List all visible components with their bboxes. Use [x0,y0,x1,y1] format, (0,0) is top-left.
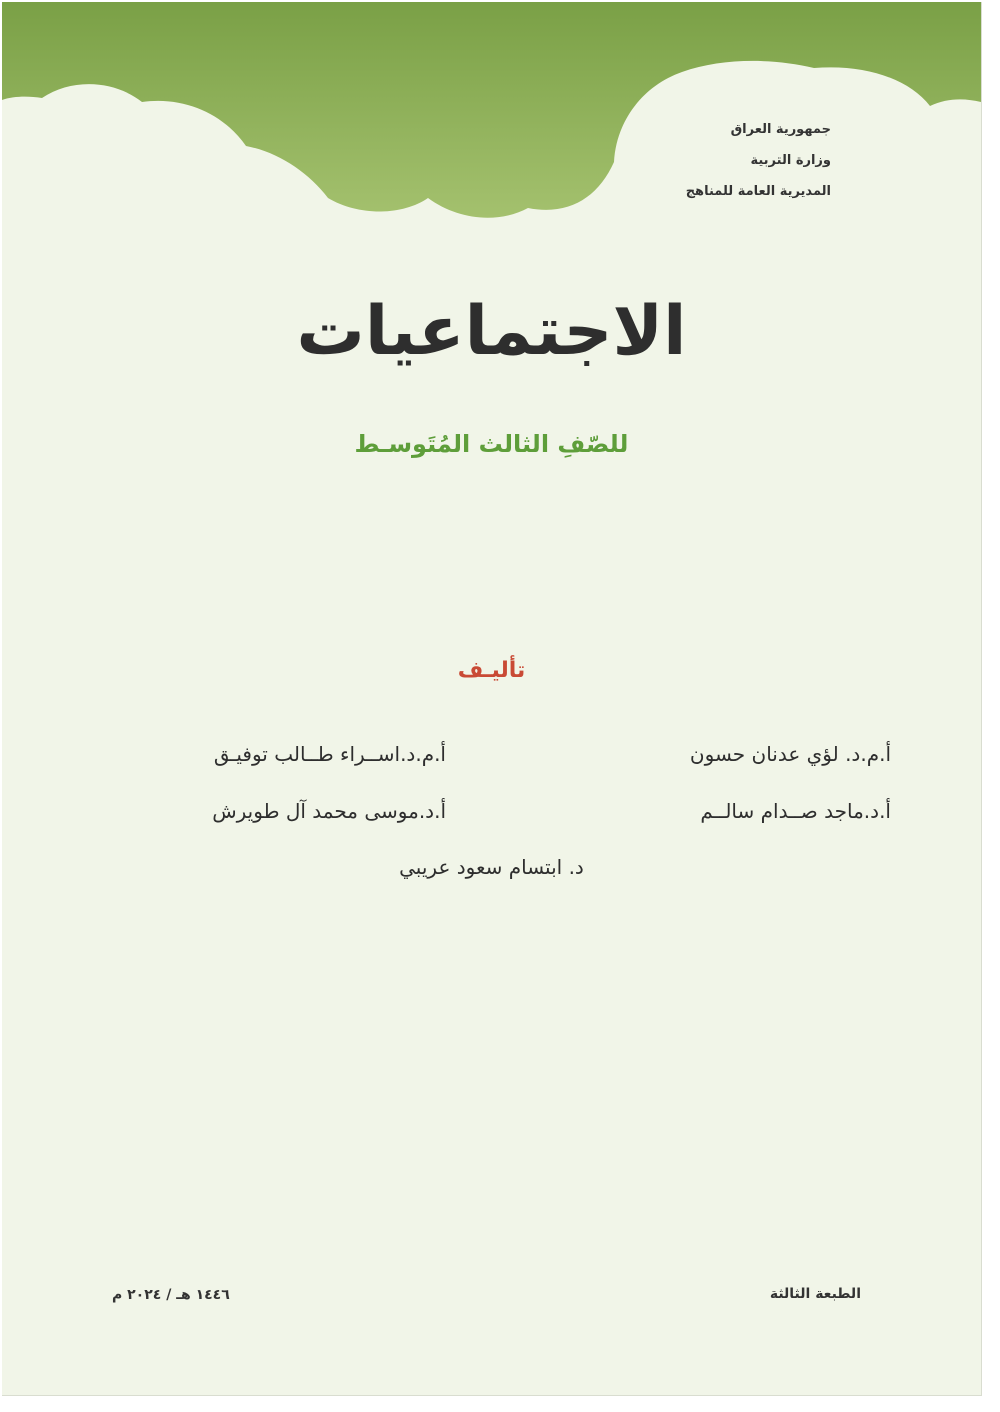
grade-subtitle: للصّفِ الثالث المُتَوسـط [354,430,629,458]
ministry-line-country: جمهورية العراق [730,122,831,137]
cloud-header-shape [2,2,981,252]
edition-label: الطبعة الثالثة [769,1286,861,1302]
author-row1-left: أ.م.د.اســراء طــالب توفيـق [213,742,446,766]
author-row1-right: أ.م.د. لؤي عدنان حسون [689,742,891,766]
book-title: الاجتماعيات [296,292,687,371]
ministry-line-ministry: وزارة التربية [750,153,831,168]
author-row2-left: أ.د.موسى محمد آل طويرش [212,799,446,823]
ministry-line-directorate: المديرية العامة للمناهج [685,184,831,199]
publication-date: ١٤٤٦ هـ / ٢٠٢٤ م [112,1287,230,1303]
book-cover [2,2,982,1396]
authorship-label: تأليـف [457,658,526,683]
author-row3-center: د. ابتسام سعود عريبي [399,855,584,879]
author-row2-right: أ.د.ماجد صــدام سالــم [700,799,891,823]
ministry-header [531,114,831,207]
